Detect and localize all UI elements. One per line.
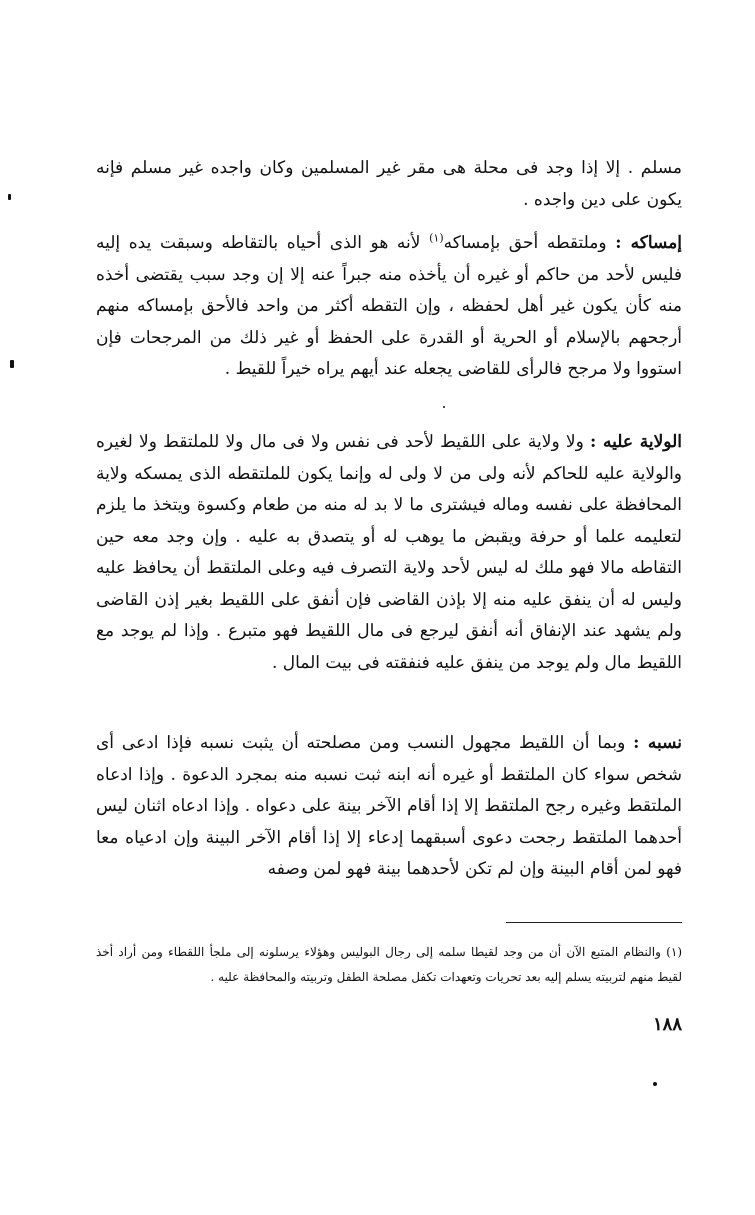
scan-mark xyxy=(8,194,11,200)
paragraph-text-before-footnote: وملتقطه أحق بإمساكه xyxy=(443,233,616,253)
paragraph-body xyxy=(96,228,682,386)
scan-mark xyxy=(653,1082,657,1086)
paragraph-custody xyxy=(96,228,682,386)
paragraph-lineage xyxy=(96,728,682,886)
footnote-divider xyxy=(506,922,682,923)
paragraph-heading: الولاية عليه : xyxy=(590,432,682,452)
scan-mark xyxy=(10,360,14,368)
paragraph-body xyxy=(96,427,682,679)
paragraph-text: لأنه هو الذى أحياه بالتقاطه وسبقت يده إليه فليس لأحد من حاكم أو غيره أن يأخذه منه جبراً عنه إلا إن وجد سبب يقتضى أخذه منه كأن يكون غير أهل لحفظه ، وإن التقطه أكثر من واحد فالأحق بإمساكه منهم أرجحهم بالإسلام أو الحرية أو القدرة على الحفظ أو غير ذلك من المرجحات فإن استووا ولا مرجح فالرأى للقاضى يجعله عند أيهم يراه خيراً للقيط . xyxy=(96,233,682,379)
paragraph-heading: نسبه : xyxy=(633,733,682,753)
paragraph-heading: إمساكه : xyxy=(615,233,682,253)
paragraph-text: ولا ولاية على اللقيط لأحد فى نفس ولا فى مال ولا للملتقط ولا لغيره والولاية عليه للحاكم لأنه ولى من لا ولى له وإنما يكون للملتقطه الذى يمسكه ولاية المحافظة على نفسه وماله فيشترى ما لا بد له منه من طعام وكسوة ويتخذ ما يلزم لتعليمه علما أو حرفة ويقبض ما يوهب له أو يتصدق به عليه . وإن وجد معه حين التقاطه مالا فهو ملك له ليس لأحد ولاية التصرف فيه وعلى الملتقط أن يحافظ عليه وليس له أن ينفق عليه منه إلا بإذن القاضى فإن أنفق على اللقيط بغير إذن القاضى ولم يشهد عند الإنفاق أنه أنفق ليرجع فى مال اللقيط فهو متبرع . وإذا لم يوجد مع اللقيط مال ولم يوجد من ينفق عليه فنفقته فى بيت المال . xyxy=(96,432,682,673)
footnote: (١) والنظام المتبع الآن أن من وجد لقيطا سلمه إلى رجال البوليس وهؤلاء يرسلونه إلى ملجأ اللقطاء ومن أراد أخذ لقيط منهم لتربيته يسلم إليه بعد تحريات وتعهدات تكفل مصلحة الطفل وتربيته والمحافظة عليه . xyxy=(96,945,682,984)
page-number: ١٨٨ xyxy=(652,1014,682,1035)
footnote-marker: (١) xyxy=(429,231,444,245)
paragraph-body xyxy=(96,728,682,886)
paragraph-guardianship xyxy=(96,427,682,679)
paragraph-text: مسلم . إلا إذا وجد فى محلة هى مقر غير المسلمين وكان واجده غير مسلم فإنه يكون على دين واجده . xyxy=(96,158,682,210)
paragraph-continuation xyxy=(96,153,682,216)
paragraph-text: وبما أن اللقيط مجهول النسب ومن مصلحته أن يثبت نسبه فإذا ادعى أى شخص سواء كان الملتقط أو غيره أنه ابنه ثبت نسبه منه بمجرد الدعوة . وإذا ادعاه الملتقط وغيره رجح الملتقط إلا إذا أقام الآخر بينة على دعواه . وإذا ادعاه اثنان ليس أحدهما الملتقط رجحت دعوى أسبقهما إدعاء إلا إذا أقام الآخر البينة وإن ادعياه معا فهو لمن أقام البينة وإن لم تكن لأحدهما بينة فهو لمن وصفه xyxy=(96,733,682,879)
scan-mark xyxy=(443,406,445,408)
